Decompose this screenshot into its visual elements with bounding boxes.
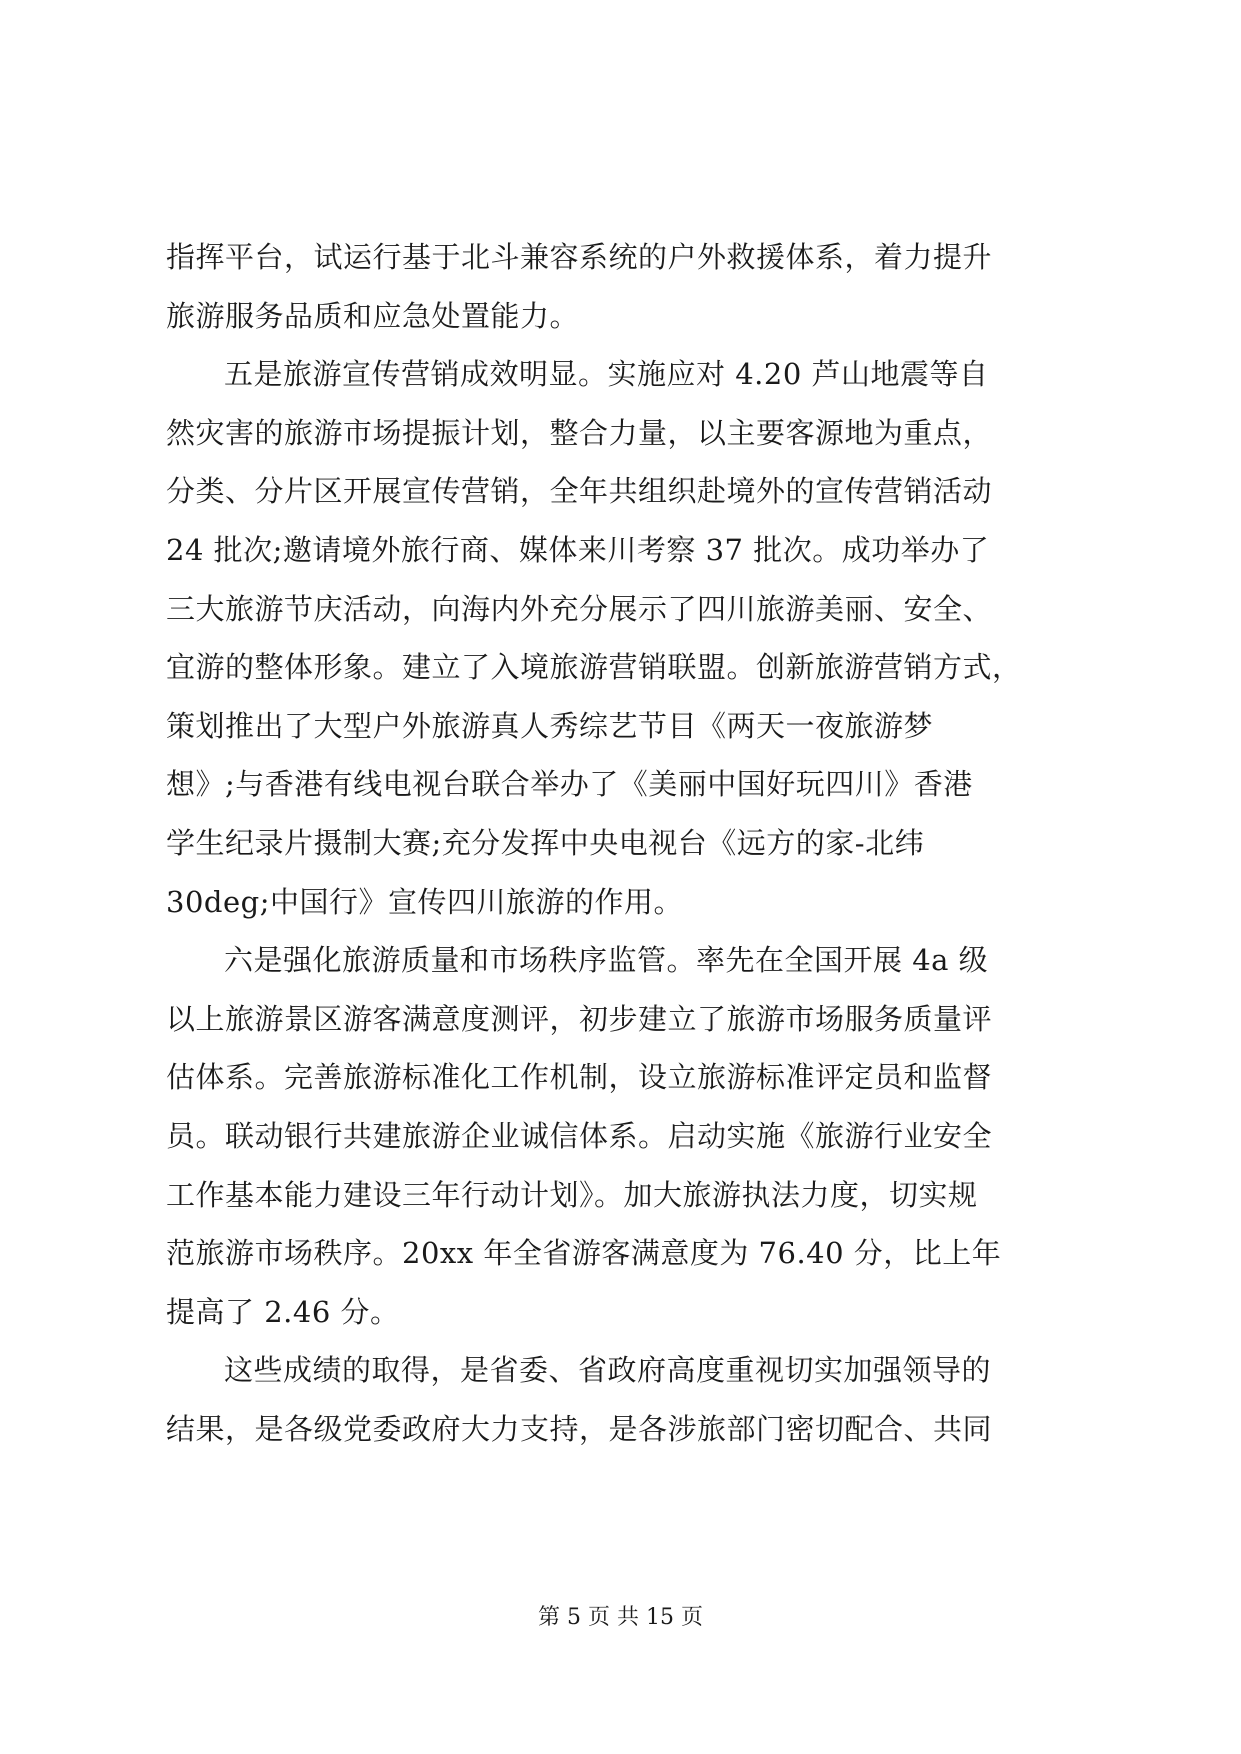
text-line: 工作基本能力建设三年行动计划》。加大旅游执法力度，切实规 [166, 1177, 978, 1212]
text-line: 员。联动银行共建旅游企业诚信体系。启动实施《旅游行业安全 [166, 1118, 993, 1153]
text-line: 宜游的整体形象。建立了入境旅游营销联盟。创新旅游营销方式， [166, 650, 1022, 685]
document-body [166, 228, 1084, 1458]
text-line: 然灾害的旅游市场提振计划，整合力量，以主要客源地为重点， [166, 415, 993, 450]
paragraph-start-line: 这些成绩的取得，是省委、省政府高度重视切实加强领导的 [224, 1353, 992, 1388]
page-number-footer: 第 5 页 共 15 页 [538, 1605, 703, 1630]
text-line: 三大旅游节庆活动，向海内外充分展示了四川旅游美丽、安全、 [166, 591, 993, 626]
text-line: 范旅游市场秩序。20xx 年全省游客满意度为 76.40 分，比上年 [166, 1236, 1002, 1271]
text-line: 提高了 2.46 分。 [166, 1294, 400, 1329]
paragraph-start-line: 五是旅游宣传营销成效明显。实施应对 4.20 芦山地震等自 [224, 357, 989, 392]
text-line: 24 批次;邀请境外旅行商、媒体来川考察 37 批次。成功举办了 [166, 532, 990, 567]
text-line: 以上旅游景区游客满意度测评，初步建立了旅游市场服务质量评 [166, 1001, 993, 1036]
text-line: 想》;与香港有线电视台联合举办了《美丽中国好玩四川》香港 [166, 767, 973, 802]
text-line: 估体系。完善旅游标准化工作机制，设立旅游标准评定员和监督 [166, 1060, 993, 1095]
text-line: 旅游服务品质和应急处置能力。 [166, 298, 580, 333]
text-line: 30deg;中国行》宣传四川旅游的作用。 [166, 884, 683, 919]
text-line: 策划推出了大型户外旅游真人秀综艺节目《两天一夜旅游梦 [166, 708, 934, 743]
text-line: 结果，是各级党委政府大力支持，是各涉旅部门密切配合、共同 [166, 1411, 993, 1446]
text-line: 学生纪录片摄制大赛;充分发挥中央电视台《远方的家-北纬 [166, 825, 925, 860]
text-line: 指挥平台，试运行基于北斗兼容系统的户外救援体系，着力提升 [166, 240, 993, 274]
paragraph-start-line: 六是强化旅游质量和市场秩序监管。率先在全国开展 4a 级 [224, 943, 989, 978]
text-line: 分类、分片区开展宣传营销，全年共组织赴境外的宣传营销活动 [166, 474, 993, 509]
